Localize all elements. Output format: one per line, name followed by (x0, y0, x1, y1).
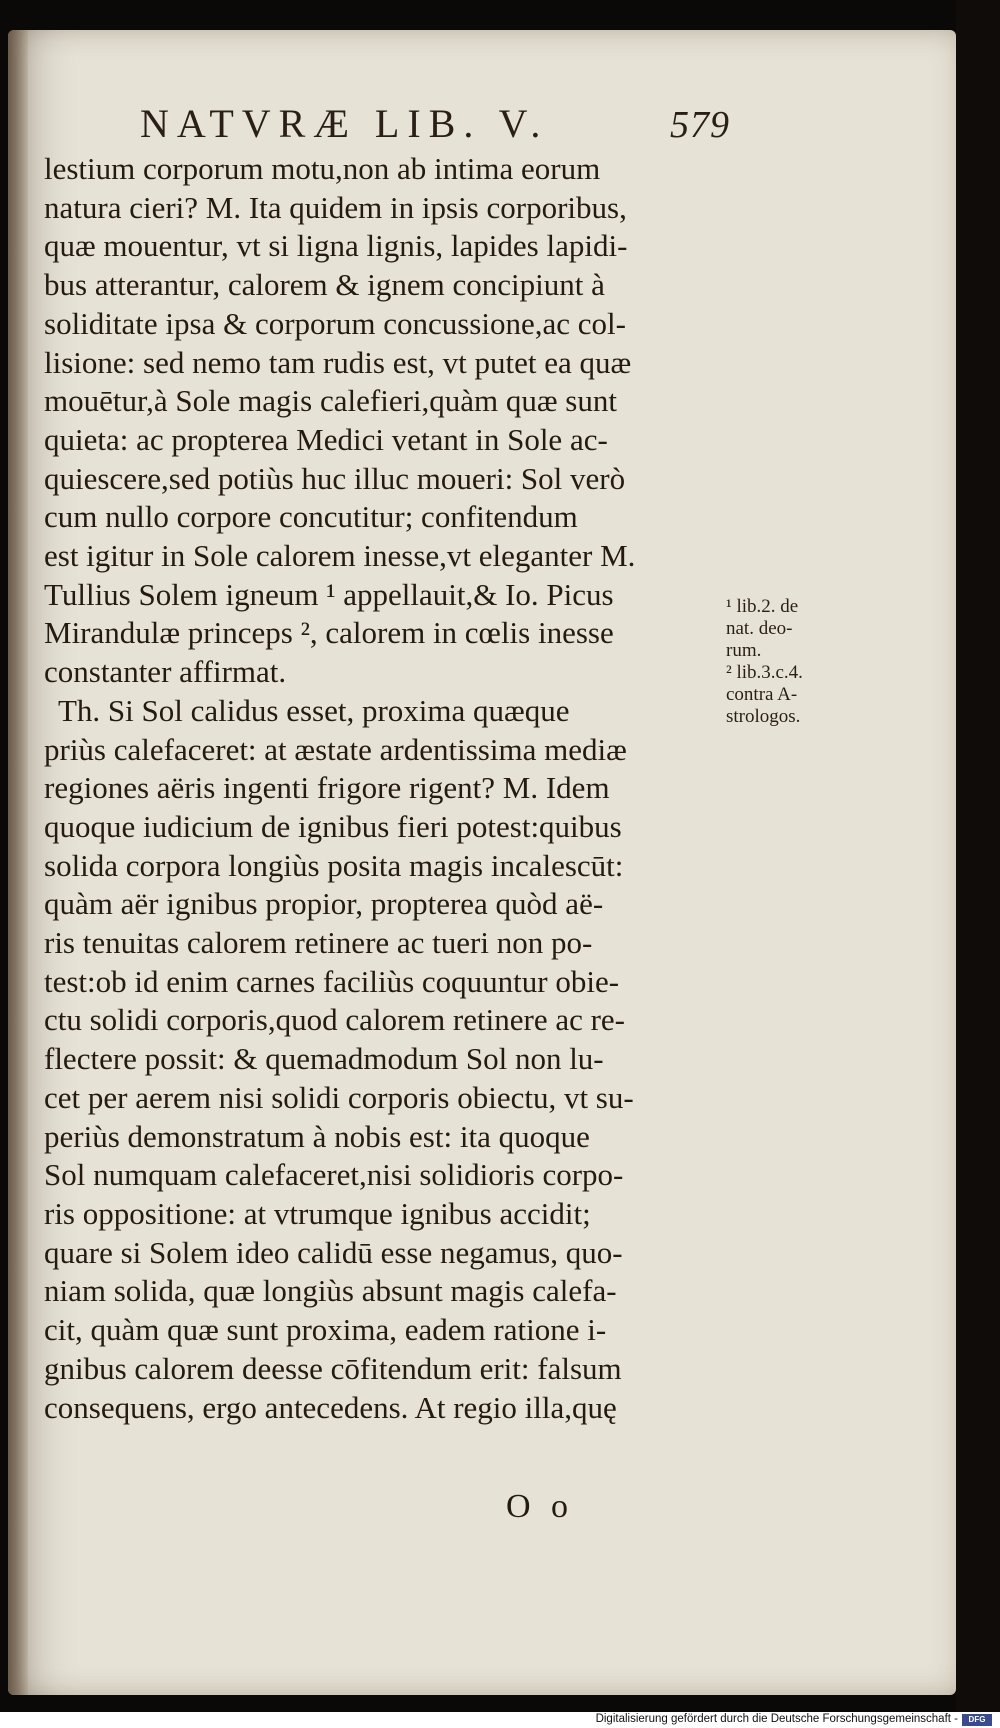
text-line: constanter affirmat. (44, 654, 287, 690)
text-line: ctu solidi corporis,quod calorem retinere ac re- (44, 1002, 626, 1038)
text-line: periùs demonstratum à nobis est: ita quoque (44, 1118, 590, 1154)
funding-credit: Digitalisierung gefördert durch die Deutsche Forschungsgemeinschaft - (595, 1713, 958, 1725)
text-line: est igitur in Sole calorem inesse,vt eleganter M. (44, 538, 636, 574)
margin-note-line: ² lib.3.c.4. (726, 662, 803, 683)
text-line: Sol numquam calefaceret,nisi solidioris corpo- (44, 1157, 624, 1193)
text-line: ris tenuitas calorem retinere ac tueri non po- (44, 925, 593, 961)
margin-note-line: nat. deo- (726, 618, 793, 639)
text-line: mouētur,à Sole magis calefieri,quàm quæ sunt (44, 383, 617, 419)
running-head-title: NATVRÆ LIB. V. (140, 101, 549, 146)
text-line: lisione: sed nemo tam rudis est, vt putet ea quæ (44, 344, 632, 380)
text-line: cit, quàm quæ sunt proxima, eadem ratione i- (44, 1312, 607, 1348)
book-cover-edge (956, 0, 1000, 1712)
text-line: quieta: ac propterea Medici vetant in Sole ac- (44, 421, 608, 457)
text-line: natura cieri? M. Ita quidem in ipsis corporibus, (44, 189, 627, 225)
margin-note-line: strologos. (726, 706, 801, 727)
text-line: quiescere,sed potiùs huc illuc moueri: Sol verò (44, 460, 626, 496)
text-line: Tullius Solem igneum ¹ appellauit,& Io. Picus (44, 576, 614, 612)
margin-note-line: ¹ lib.2. de (726, 596, 799, 617)
text-line: ris oppositione: at vtrumque ignibus accidit; (44, 1195, 591, 1231)
text-line: gnibus calorem deesse cōfitendum erit: falsum (44, 1350, 622, 1386)
text-line: Mirandulæ princeps ², calorem in cœlis inesse (44, 615, 614, 651)
text-line: consequens, ergo antecedens. At regio illa,quę (44, 1389, 617, 1425)
text-line: priùs calefaceret: at æstate ardentissima mediæ (44, 731, 627, 767)
text-line: cet per aerem nisi solidi corporis obiectu, vt su- (44, 1079, 634, 1115)
margin-notes (726, 596, 846, 728)
text-line: Th. Si Sol calidus esset, proxima quæque (58, 692, 570, 728)
text-line: test:ob id enim carnes faciliùs coquuntur obie- (44, 963, 620, 999)
text-line: bus atterantur, calorem & ignem concipiunt à (44, 267, 605, 303)
signature-mark: O o (506, 1488, 575, 1525)
text-line: quoque iudicium de ignibus fieri potest:quibus (44, 808, 622, 844)
text-line: quæ mouentur, vt si ligna lignis, lapides lapidi- (44, 228, 628, 264)
text-line: cum nullo corpore concutitur; confitendum (44, 499, 578, 535)
page-gutter-shadow (8, 30, 28, 1695)
page-number: 579 (670, 104, 730, 146)
text-line: regiones aëris ingenti frigore rigent? M. Idem (44, 770, 610, 806)
text-line: quàm aër ignibus propior, propterea quòd aë- (44, 886, 604, 922)
body-text (44, 150, 720, 1427)
text-line: niam solida, quæ longiùs absunt magis calefa- (44, 1273, 617, 1309)
text-line: lestium corporum motu,non ab intima eorum (44, 151, 601, 186)
text-line: solida corpora longiùs posita magis incalescūt: (44, 847, 624, 883)
text-line: quare si Solem ideo calidū esse negamus, quo- (44, 1234, 623, 1270)
text-line: flectere possit: & quemadmodum Sol non lu- (44, 1041, 604, 1077)
margin-note-line: contra A- (726, 684, 798, 705)
margin-note-line: rum. (726, 640, 762, 661)
running-head (140, 100, 730, 147)
dfg-logo: DFG (962, 1714, 992, 1726)
text-line: soliditate ipsa & corporum concussione,ac col- (44, 305, 626, 341)
